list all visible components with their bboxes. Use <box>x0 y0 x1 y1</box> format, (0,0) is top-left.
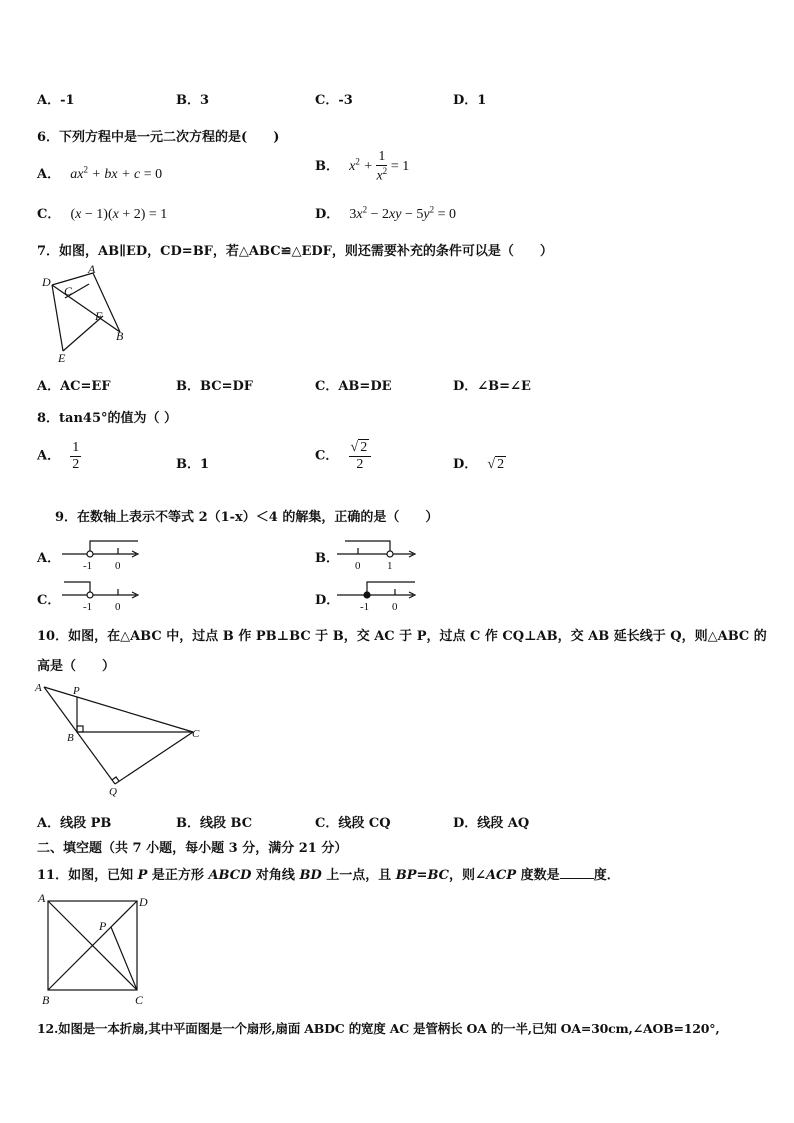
section-heading-fill-blank: 二、填空题（共 7 小题，每小题 3 分，满分 21 分） <box>37 841 348 856</box>
svg-text:0: 0 <box>115 601 121 613</box>
svg-text:0: 0 <box>355 560 361 572</box>
q9-option-c-label: C． <box>37 593 61 608</box>
q10-option-b: B．线段 BC <box>176 816 253 831</box>
q7-label-a: A <box>88 262 96 276</box>
q9-numberline-b <box>335 537 419 573</box>
q10-label-b: B <box>67 732 74 744</box>
q9-numberline-d <box>335 578 419 614</box>
q7-label-f: F <box>95 309 103 323</box>
q10-option-d: D．线段 AQ <box>453 816 530 831</box>
q7-figure <box>36 262 136 367</box>
svg-text:-1: -1 <box>83 601 93 613</box>
q5-option-b: B．3 <box>176 93 210 108</box>
q9-option-d-label: D． <box>315 593 340 608</box>
q6-option-d: D． $3x^2 - 2xy - 5y^2 = 0$ <box>315 204 457 222</box>
q10-figure <box>34 680 206 798</box>
q8-option-b: B．1 <box>176 457 210 472</box>
q10-stem-line2: 高是（ ） <box>37 659 116 674</box>
q7-stem: 7．如图，AB∥ED，CD=BF，若△ABC≌△EDF，则还需要补充的条件可以是（ ） <box>37 244 553 259</box>
q8-option-a: A． $\frac{1}{2}$ <box>37 440 80 472</box>
q11-label-a: A <box>38 891 46 905</box>
q7-option-d: D．∠B=∠E <box>453 379 531 394</box>
q11-figure <box>34 890 154 1010</box>
q7-label-c: C <box>64 284 73 298</box>
q7-label-d: D <box>42 275 51 289</box>
q5-option-c: C．-3 <box>315 93 353 108</box>
q11-label-c: C <box>135 993 144 1007</box>
q9-option-a-label: A． <box>37 551 61 566</box>
q7-option-c: C．AB=DE <box>315 379 392 394</box>
q5-option-d: D．1 <box>453 93 487 108</box>
q10-label-a: A <box>35 682 42 694</box>
q8-stem: 8．tan45°的值为（ ） <box>37 411 178 426</box>
q11-label-b: B <box>42 993 50 1007</box>
q7-option-b: B．BC=DF <box>176 379 253 394</box>
svg-text:-1: -1 <box>83 560 93 572</box>
q11-label-p: P <box>99 919 107 933</box>
q5-option-a: A．-1 <box>37 93 75 108</box>
q7-label-e: E <box>58 351 66 365</box>
q11-label-d: D <box>139 895 148 909</box>
q7-label-b: B <box>116 329 124 343</box>
svg-text:0: 0 <box>115 560 121 572</box>
q11-stem: 11．如图，已知 P 是正方形 ABCD 对角线 BD 上一点，且 BP=BC，则∠ACP 度数是 度． <box>37 868 620 883</box>
q8-option-d: D． √ 2 <box>453 457 505 472</box>
q7-option-a: A．AC=EF <box>37 379 111 394</box>
q10-stem-line1: 10．如图，在△ABC 中，过点 B 作 PB⊥BC 于 B，交 AC 于 P，过点 C 作 CQ⊥AB，交 AB 延长线于 Q，则△ABC 的 <box>37 629 767 644</box>
q6-option-b: B． $x^2$ + $\frac{1}{x^2}$ = 1 <box>315 149 410 184</box>
svg-text:-1: -1 <box>360 601 370 613</box>
q10-option-c: C．线段 CQ <box>315 816 391 831</box>
q10-label-q: Q <box>109 786 117 798</box>
q9-numberline-c <box>60 578 142 614</box>
q12-stem: 12.如图是一本折扇,其中平面图是一个扇形,扇面 ABDC 的宽度 AC 是管柄长 OA 的一半,已知 OA=30cm,∠AOB=120°, <box>37 1021 720 1036</box>
svg-text:1: 1 <box>387 560 393 572</box>
q8-option-c: C． $\frac{√ 2}{2}$ <box>315 441 371 472</box>
q10-label-p: P <box>73 685 80 697</box>
q11-answer-blank[interactable] <box>560 878 594 879</box>
q9-stem: 9．在数轴上表示不等式 2（1-x）＜4 的解集，正确的是（ ） <box>55 510 439 525</box>
q10-label-c: C <box>192 728 200 740</box>
q6-stem: 6．下列方程中是一元二次方程的是( ) <box>37 130 280 145</box>
svg-text:0: 0 <box>392 601 398 613</box>
q6-option-c: C． (x − 1)(x + 2) = 1 <box>37 207 168 222</box>
q10-option-a: A．线段 PB <box>37 816 112 831</box>
q6-option-a: A． $ax^2$ + bx + c = 0 <box>37 164 163 182</box>
q9-option-b-label: B． <box>315 551 339 566</box>
q9-numberline-a <box>60 537 142 573</box>
